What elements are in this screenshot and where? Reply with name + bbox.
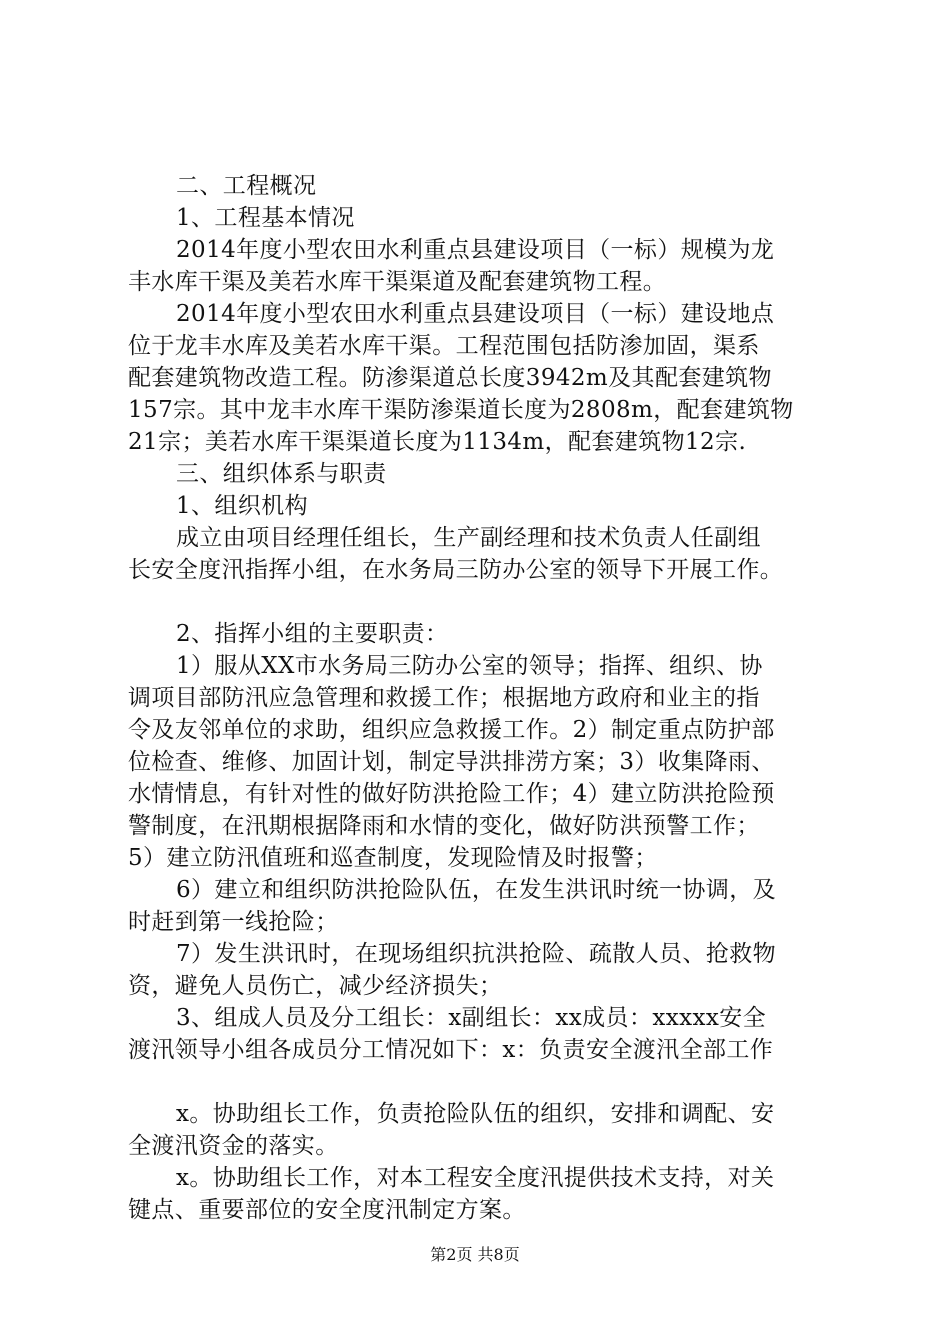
paragraph-line: 21宗；美若水库干渠渠道长度为1134m，配套建筑物12宗.: [128, 429, 747, 455]
paragraph-line: 5）建立防汛值班和巡查制度，发现险情及时报警；: [128, 845, 658, 871]
section-heading: 三、组织体系与职责: [176, 461, 387, 487]
paragraph-line: 7）发生洪讯时，在现场组织抗洪抢险、疏散人员、抢救物: [176, 941, 777, 967]
paragraph-line: 水情情息，有针对性的做好防洪抢险工作；4）建立防洪抢险预: [128, 781, 775, 807]
blank-line: [128, 586, 840, 618]
subsection-heading: 2、指挥小组的主要职责：: [176, 621, 449, 647]
paragraph-line: 丰水库干渠及美若水库干渠渠道及配套建筑物工程。: [128, 269, 667, 295]
blank-line: [128, 1066, 840, 1098]
paragraph-line: 6）建立和组织防洪抢险队伍，在发生洪讯时统一协调，及: [176, 877, 777, 903]
paragraph-line: 位检查、维修、加固计划，制定导洪排涝方案；3）收集降雨、: [128, 749, 775, 775]
paragraph-line: 3、组成人员及分工组长：x副组长：xx成员：xxxxx安全: [176, 1005, 767, 1031]
paragraph-line: 2014年度小型农田水利重点县建设项目（一标）规模为龙: [176, 237, 775, 263]
paragraph-line: 渡汛领导小组各成员分工情况如下：x：负责安全渡汛全部工作: [128, 1037, 774, 1063]
paragraph-line: 成立由项目经理任组长，生产副经理和技术负责人任副组: [176, 525, 761, 551]
document-body: [128, 170, 840, 1226]
section-heading: 二、工程概况: [176, 173, 317, 199]
paragraph-line: 位于龙丰水库及美若水库干渠。工程范围包括防渗加固，渠系: [128, 333, 760, 359]
paragraph-line: 键点、重要部位的安全度汛制定方案。: [128, 1197, 526, 1223]
paragraph-line: 157宗。其中龙丰水库干渠防渗渠道长度为2808m，配套建筑物: [128, 397, 794, 423]
subsection-heading: 1、工程基本情况: [176, 205, 355, 231]
paragraph-line: 资，避免人员伤亡，减少经济损失；: [128, 973, 503, 999]
paragraph-line: 1）服从XX市水务局三防办公室的领导；指挥、组织、协: [176, 653, 763, 679]
paragraph-line: 令及友邻单位的求助，组织应急救援工作。2）制定重点防护部: [128, 717, 775, 743]
page-number-footer: 第2页 共8页: [430, 1245, 520, 1264]
paragraph-line: x。协助组长工作，对本工程安全度汛提供技术支持，对关: [176, 1165, 775, 1191]
paragraph-line: 全渡汛资金的落实。: [128, 1133, 339, 1159]
paragraph-line: 时赶到第一线抢险；: [128, 909, 339, 935]
paragraph-line: 调项目部防汛应急管理和救援工作；根据地方政府和业主的指: [128, 685, 760, 711]
paragraph-line: 长安全度汛指挥小组，在水务局三防办公室的领导下开展工作。: [128, 557, 784, 583]
paragraph-line: 配套建筑物改造工程。防渗渠道总长度3942m及其配套建筑物: [128, 365, 772, 391]
paragraph-line: 2014年度小型农田水利重点县建设项目（一标）建设地点: [176, 301, 775, 327]
paragraph-line: x。协助组长工作，负责抢险队伍的组织，安排和调配、安: [176, 1101, 775, 1127]
paragraph-line: 警制度，在汛期根据降雨和水情的变化，做好防洪预警工作；: [128, 813, 760, 839]
subsection-heading: 1、组织机构: [176, 493, 309, 519]
